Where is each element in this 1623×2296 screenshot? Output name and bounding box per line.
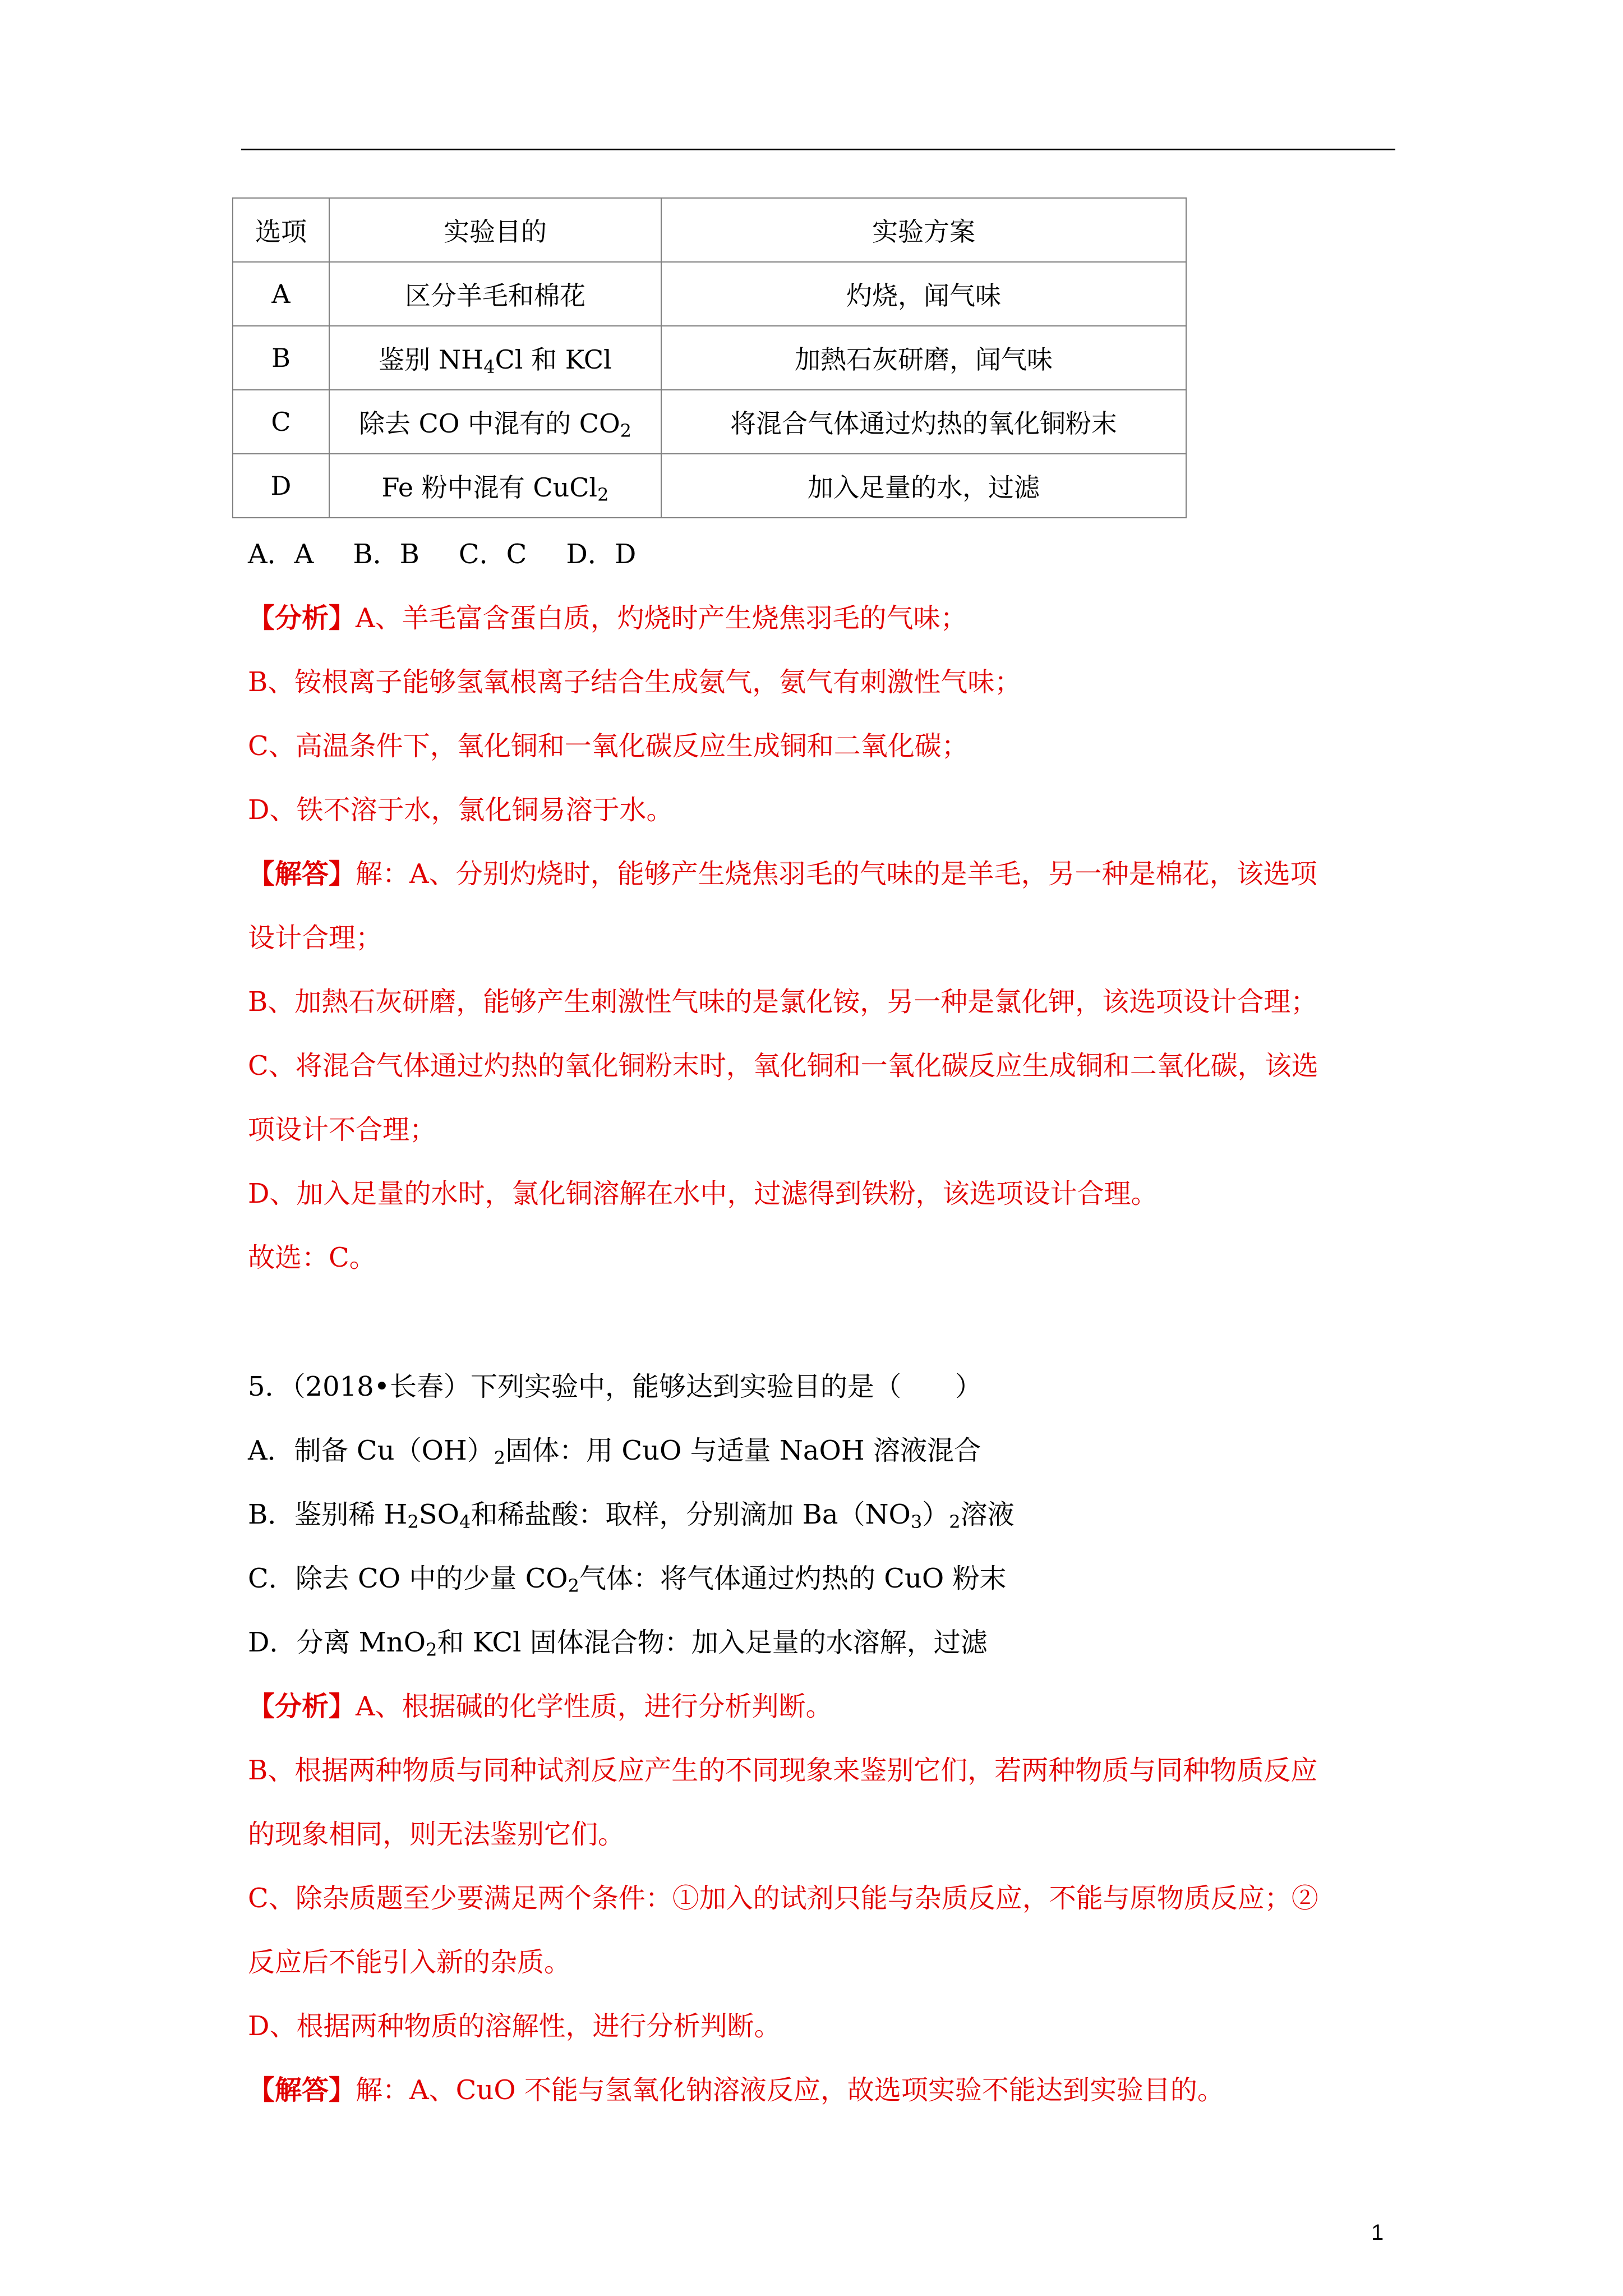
q4-analysis-line: 【分析】A、羊毛富含蛋白质，灼烧时产生烧焦羽毛的气味； — [248, 602, 967, 634]
page-number: 1 — [1371, 2220, 1384, 2245]
q5-option-a: A．制备 $Cu(OH)_2$固体：用 CuO 与适量 NaOH 溶液混合 — [248, 1435, 981, 1469]
row-purpose: 区分羊毛和棉花 — [329, 262, 661, 326]
table-row — [233, 454, 1186, 518]
header-purpose: 实验目的 — [329, 198, 661, 262]
q4-answer-line: 【解答】解：A、分别灼烧时，能够产生烧焦羽毛的气味的是羊毛，另一种是棉花，该选项 — [248, 858, 1317, 890]
q4-analysis-line: C、高温条件下，氧化铜和一氧化碳反应生成铜和二氧化碳； — [248, 730, 969, 762]
table-row — [233, 326, 1186, 390]
row-option: B — [233, 326, 329, 390]
row-plan: 将混合气体通过灼热的氧化铜粉末 — [661, 390, 1186, 454]
row-purpose: 鉴别 $NH_4Cl$ 和 KCl — [329, 326, 661, 390]
q4-answer-line: B、加熱石灰研磨，能够产生刺激性气味的是氯化铵，另一种是氯化钾，该选项设计合理； — [248, 986, 1318, 1018]
q5-option-d: D．分离 MnO$_2$和 KCl 固体混合物：加入足量的水溶解，过滤 — [248, 1627, 988, 1660]
header-plan: 实验方案 — [661, 198, 1186, 262]
row-plan: 灼烧，闻气味 — [661, 262, 1186, 326]
q4-answer-line: C、将混合气体通过灼热的氧化铜粉末时，氧化铜和一氧化碳反应生成铜和二氧化碳，该选 — [248, 1050, 1318, 1082]
q5-option-b: B．鉴别稀 $H_2SO_4$和稀盐酸：取样，分别滴加 $Ba(NO_3)_2$溶液 — [248, 1499, 1015, 1533]
table-row — [233, 262, 1186, 326]
row-option: C — [233, 390, 329, 454]
options-table — [232, 197, 1187, 518]
row-purpose: Fe 粉中混有 CuCl$_2$ — [329, 454, 661, 518]
q5-option-c: C．除去 CO 中的少量 $CO_2$气体：将气体通过灼热的 CuO 粉末 — [248, 1563, 1007, 1596]
row-option: A — [233, 262, 329, 326]
q4-answer-line: 项设计不合理； — [248, 1114, 437, 1145]
row-purpose: 除去 CO 中混有的 $CO_2$ — [329, 390, 661, 454]
q4-choices — [248, 537, 675, 571]
table-header-row — [233, 198, 1186, 262]
q5-analysis-line: C、除杂质题至少要满足两个条件：①加入的试剂只能与杂质反应，不能与原物质反应；② — [248, 1883, 1318, 1914]
table-row — [233, 390, 1186, 454]
header-option: 选项 — [233, 198, 329, 262]
q5-analysis-line: 【分析】A、根据碱的化学性质，进行分析判断。 — [248, 1691, 833, 1722]
header-rule — [241, 149, 1395, 150]
q4-answer-line: 设计合理； — [248, 922, 383, 954]
row-plan: 加熱石灰研磨，闻气味 — [661, 326, 1186, 390]
q4-analysis-line: D、铁不溶于水，氯化铜易溶于水。 — [248, 794, 674, 826]
q5-analysis-line: B、根据两种物质与同种试剂反应产生的不同现象来鉴别它们，若两种物质与同种物质反应 — [248, 1755, 1318, 1786]
q5-analysis-line: 反应后不能引入新的杂质。 — [248, 1947, 571, 1978]
q5-answer-line: 【解答】解：A、CuO 不能与氢氧化钠溶液反应，故选项实验不能达到实验目的。 — [248, 2074, 1224, 2106]
choice-a: A．A — [248, 539, 314, 570]
q5-analysis-line: 的现象相同，则无法鉴别它们。 — [248, 1819, 625, 1850]
row-option: D — [233, 454, 329, 518]
q4-answer-line: D、加入足量的水时，氯化铜溶解在水中，过滤得到铁粉，该选项设计合理。 — [248, 1178, 1158, 1209]
q5-analysis-line: D、根据两种物质的溶解性，进行分析判断。 — [248, 2010, 781, 2042]
q4-analysis-line: B、铵根离子能够氢氧根离子结合生成氨气，氨气有刺激性气味； — [248, 666, 1022, 698]
row-plan: 加入足量的水，过滤 — [661, 454, 1186, 518]
choice-c: C．C — [458, 539, 527, 570]
choice-b: B．B — [353, 539, 419, 570]
choice-d: D．D — [566, 539, 637, 570]
q5-stem: 5．（2018•长春）下列实验中，能够达到实验目的是（ ） — [248, 1371, 983, 1402]
q4-answer-line: 故选：C。 — [248, 1242, 376, 1273]
